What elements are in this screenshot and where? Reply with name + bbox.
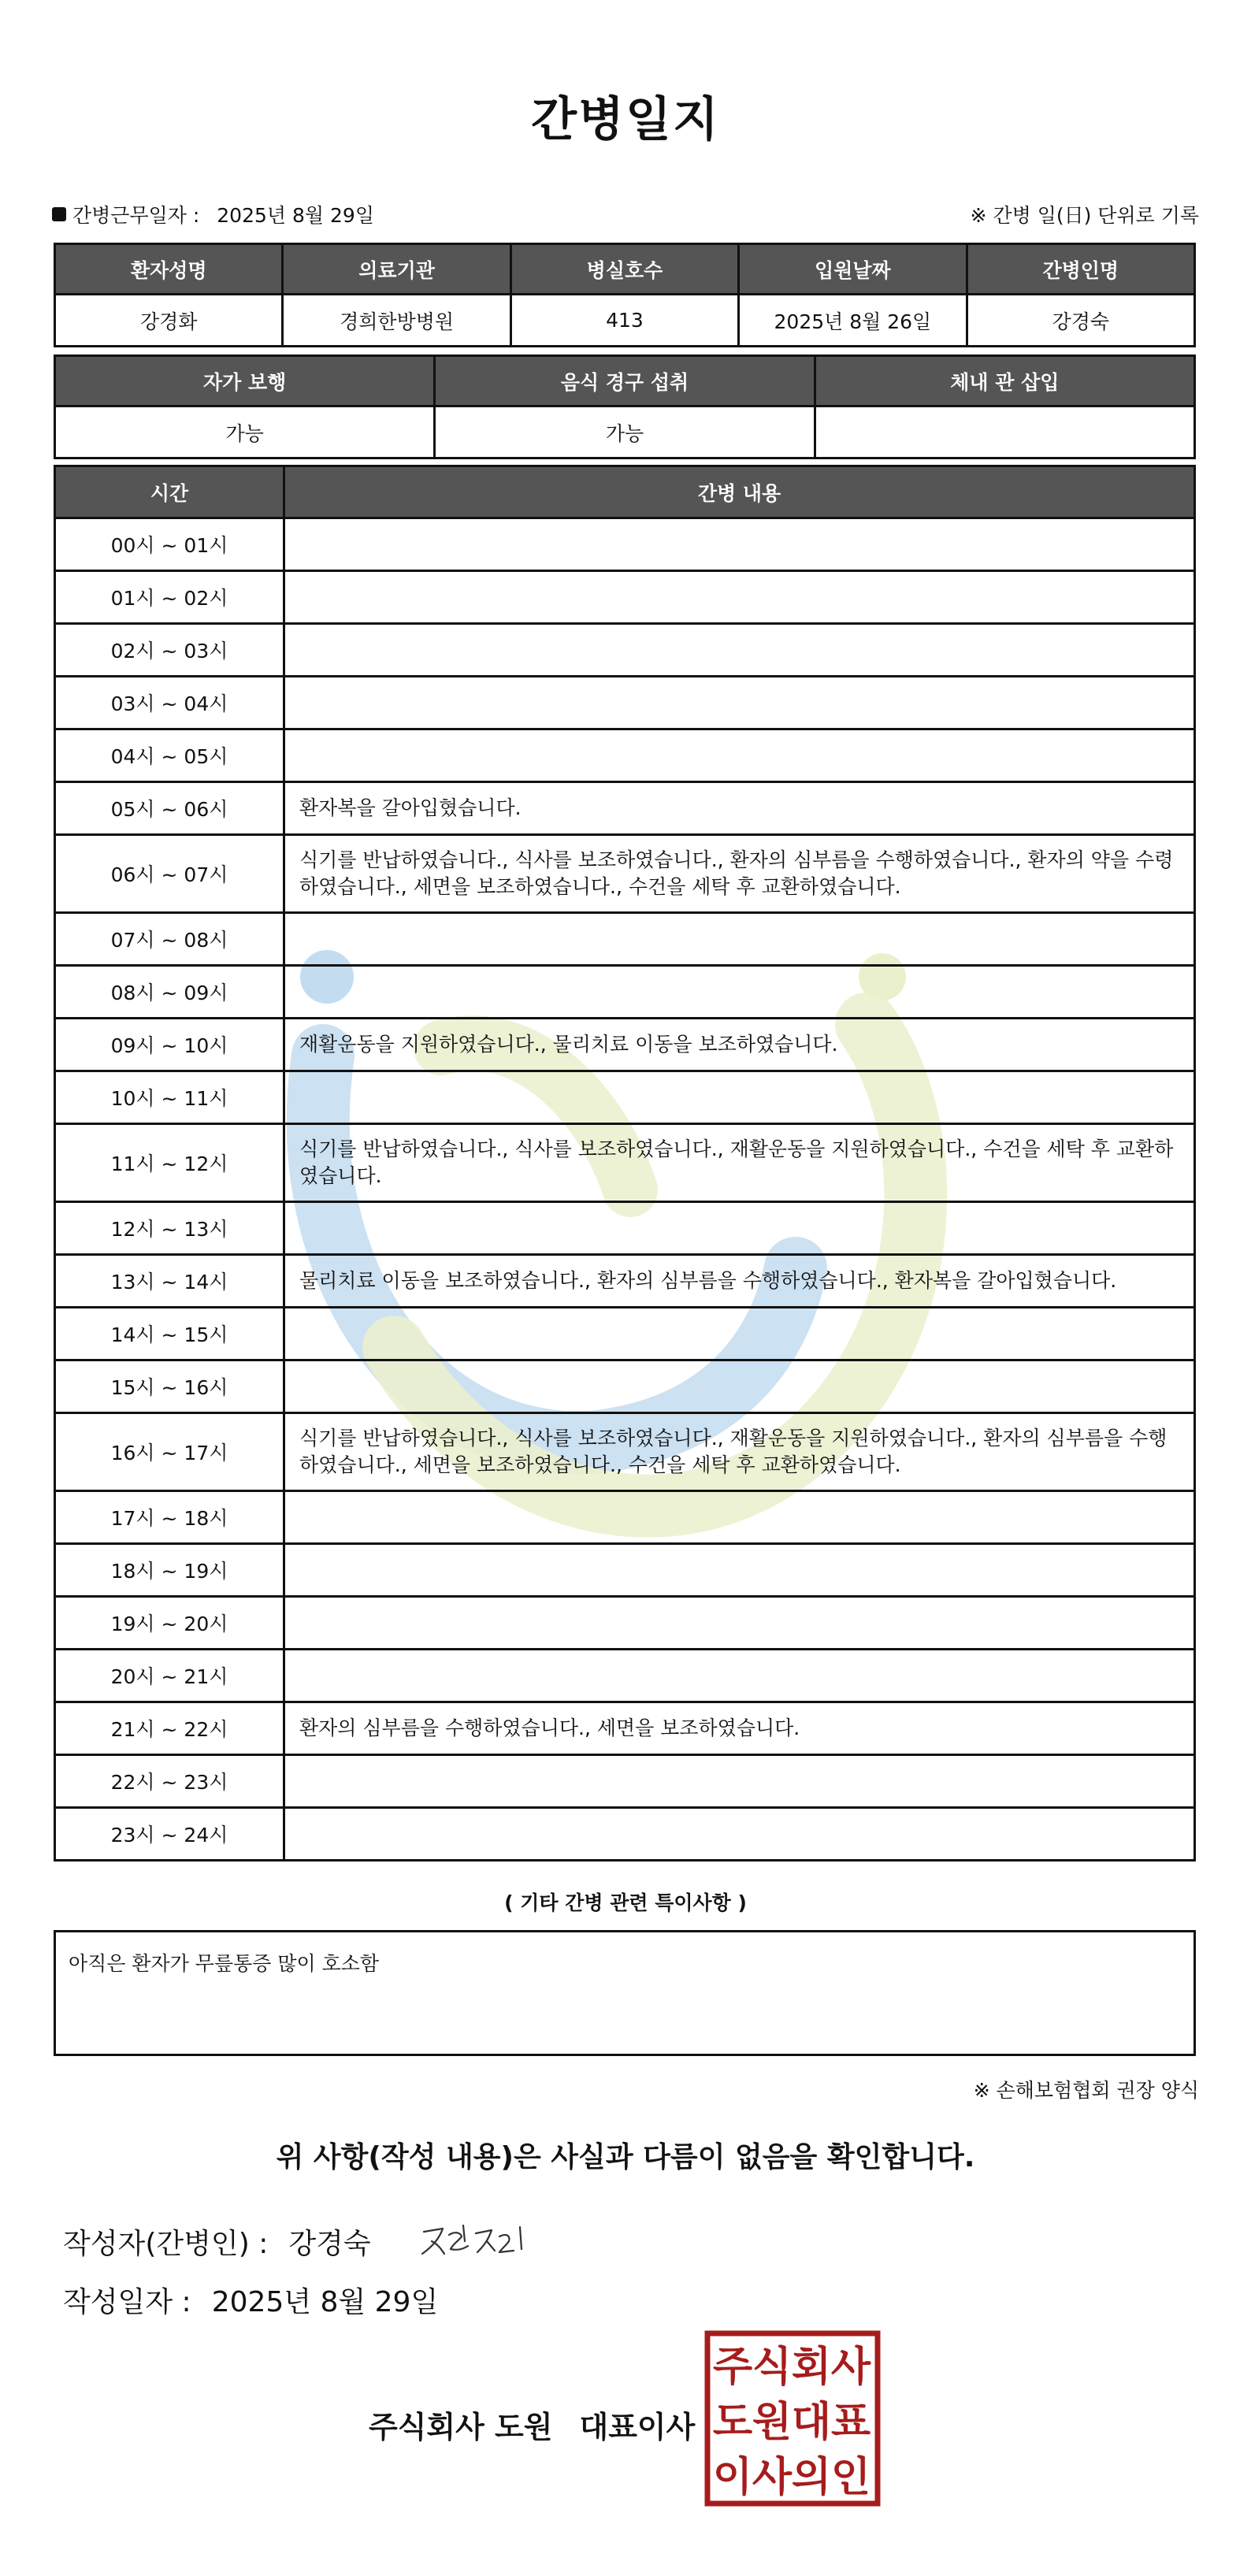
log-row [55, 1491, 1195, 1544]
writer-name: 강경숙 [288, 2228, 371, 2260]
header-tube: 체내 관 삽입 [815, 356, 1194, 406]
square-bullet-icon [52, 207, 66, 221]
page-title: 간병일지 [531, 92, 720, 147]
header-walking: 자가 보행 [55, 356, 435, 406]
log-content: 식기를 반납하였습니다., 식사를 보조하였습니다., 재활운동을 지원하였습니다., 수건을 세탁 후 교환하였습니다. [284, 1124, 1195, 1202]
log-row [55, 518, 1195, 571]
log-time: 22시 ~ 23시 [55, 1755, 284, 1808]
log-row [55, 571, 1195, 624]
company-role: 대표이사 [579, 2410, 696, 2444]
log-time: 09시 ~ 10시 [55, 1019, 284, 1071]
confirmation-statement: 위 사항(작성 내용)은 사실과 다름이 없음을 확인합니다. [276, 2141, 975, 2173]
log-row [55, 1202, 1195, 1255]
log-row [55, 677, 1195, 729]
seal-glyph: 인 [830, 2454, 871, 2501]
write-date-value: 2025년 8월 29일 [211, 2286, 439, 2318]
log-time: 19시 ~ 20시 [55, 1597, 284, 1650]
seal-glyph: 표 [830, 2399, 871, 2446]
handwritten-signature [418, 2218, 536, 2265]
log-time: 10시 ~ 11시 [55, 1071, 284, 1124]
log-content [284, 677, 1195, 729]
log-content [284, 624, 1195, 677]
work-date [52, 200, 374, 228]
log-time: 05시 ~ 06시 [55, 782, 284, 835]
seal-glyph: 회 [791, 2344, 832, 2391]
log-content [284, 1071, 1195, 1124]
log-content [284, 1755, 1195, 1808]
log-row [55, 1808, 1195, 1861]
log-row [55, 624, 1195, 677]
special-notes-title: ( 기타 간병 관련 특이사항 ) [504, 1891, 747, 1914]
log-content [284, 571, 1195, 624]
seal-glyph: 대 [791, 2399, 832, 2446]
patient-info-table [54, 243, 1196, 347]
log-time: 12시 ~ 13시 [55, 1202, 284, 1255]
log-content [284, 1360, 1195, 1413]
special-notes-box [54, 1930, 1196, 2056]
log-row [55, 1702, 1195, 1755]
special-notes-text: 아직은 환자가 무릎통증 많이 호소함 [69, 1952, 380, 1975]
log-content [284, 1597, 1195, 1650]
log-time: 04시 ~ 05시 [55, 729, 284, 782]
work-date-label: 간병근무일자 : [72, 204, 200, 227]
log-time: 03시 ~ 04시 [55, 677, 284, 729]
seal-glyph: 도 [712, 2399, 753, 2446]
caregiver-name: 강경숙 [967, 295, 1194, 347]
writer-line [63, 2222, 371, 2262]
log-content: 물리치료 이동을 보조하였습니다., 환자의 심부름을 수행하였습니다., 환자복을 갈아입혔습니다. [284, 1255, 1195, 1308]
log-content [284, 1308, 1195, 1360]
log-content [284, 729, 1195, 782]
log-time: 00시 ~ 01시 [55, 518, 284, 571]
standard-form-note: ※ 손해보험협회 권장 양식 [973, 2079, 1199, 2102]
work-date-value: 2025년 8월 29일 [217, 204, 374, 227]
log-content: 환자의 심부름을 수행하였습니다., 세면을 보조하였습니다. [284, 1702, 1195, 1755]
log-row [55, 1019, 1195, 1071]
log-content: 식기를 반납하였습니다., 식사를 보조하였습니다., 재활운동을 지원하였습니다., 환자의 심부름을 수행하였습니다., 세면을 보조하였습니다., 수건을 세탁 후 교환하였습니다. [284, 1413, 1195, 1491]
seal-glyph: 식 [752, 2344, 793, 2391]
log-row [55, 782, 1195, 835]
write-date-label: 작성일자 : [63, 2286, 191, 2318]
header-hospital: 의료기관 [283, 244, 510, 295]
room-number: 413 [510, 295, 738, 347]
log-content [284, 518, 1195, 571]
log-row [55, 1755, 1195, 1808]
header-oral-intake: 음식 경구 섭취 [435, 356, 815, 406]
unit-note: ※ 간병 일(日) 단위로 기록 [970, 204, 1199, 227]
log-row [55, 1544, 1195, 1597]
log-time: 16시 ~ 17시 [55, 1413, 284, 1491]
log-time: 17시 ~ 18시 [55, 1491, 284, 1544]
hospital-name: 경희한방병원 [283, 295, 510, 347]
seal-glyph: 주 [712, 2344, 753, 2391]
log-row [55, 1650, 1195, 1702]
header-patient-name: 환자성명 [55, 244, 283, 295]
tube-status [815, 406, 1194, 458]
writer-label: 작성자(간병인) : [63, 2228, 269, 2260]
log-time: 13시 ~ 14시 [55, 1255, 284, 1308]
log-row [55, 1360, 1195, 1413]
log-time: 23시 ~ 24시 [55, 1808, 284, 1861]
log-time: 18시 ~ 19시 [55, 1544, 284, 1597]
seal-glyph: 의 [791, 2454, 832, 2501]
company-seal-stamp [704, 2330, 881, 2507]
log-content [284, 1202, 1195, 1255]
log-content: 재활운동을 지원하였습니다., 물리치료 이동을 보조하였습니다. [284, 1019, 1195, 1071]
seal-glyph: 이 [712, 2454, 753, 2501]
header-care-content: 간병 내용 [284, 466, 1195, 518]
header-time: 시간 [55, 466, 284, 518]
log-time: 08시 ~ 09시 [55, 966, 284, 1019]
log-time: 01시 ~ 02시 [55, 571, 284, 624]
header-admission-date: 입원날짜 [739, 244, 967, 295]
company-name: 주식회사 도원 [369, 2410, 553, 2444]
log-time: 06시 ~ 07시 [55, 835, 284, 913]
log-row [55, 1124, 1195, 1202]
log-row [55, 966, 1195, 1019]
log-row [55, 729, 1195, 782]
log-row [55, 835, 1195, 913]
patient-status-table [54, 354, 1196, 459]
log-content: 환자복을 갈아입혔습니다. [284, 782, 1195, 835]
log-content [284, 1650, 1195, 1702]
log-content [284, 1491, 1195, 1544]
log-content [284, 1544, 1195, 1597]
log-content [284, 1808, 1195, 1861]
walking-status: 가능 [55, 406, 435, 458]
seal-glyph: 사 [752, 2454, 793, 2501]
log-time: 11시 ~ 12시 [55, 1124, 284, 1202]
log-time: 20시 ~ 21시 [55, 1650, 284, 1702]
log-time: 15시 ~ 16시 [55, 1360, 284, 1413]
patient-name: 강경화 [55, 295, 283, 347]
log-row [55, 1308, 1195, 1360]
care-log-table [54, 465, 1196, 1861]
company-line [369, 2403, 695, 2446]
log-time: 14시 ~ 15시 [55, 1308, 284, 1360]
header-caregiver: 간병인명 [967, 244, 1194, 295]
seal-glyph: 원 [752, 2399, 793, 2446]
admission-date: 2025년 8월 26일 [739, 295, 967, 347]
log-row [55, 1597, 1195, 1650]
seal-glyph: 사 [830, 2344, 871, 2391]
log-time: 21시 ~ 22시 [55, 1702, 284, 1755]
log-content [284, 966, 1195, 1019]
log-time: 07시 ~ 08시 [55, 913, 284, 966]
oral-intake-status: 가능 [435, 406, 815, 458]
log-row [55, 913, 1195, 966]
log-row [55, 1255, 1195, 1308]
log-content: 식기를 반납하였습니다., 식사를 보조하였습니다., 환자의 심부름을 수행하였습니다., 환자의 약을 수령하였습니다., 세면을 보조하였습니다., 수건을 세탁 후 교환하였습니다. [284, 835, 1195, 913]
log-content [284, 913, 1195, 966]
header-room: 병실호수 [510, 244, 738, 295]
log-row [55, 1071, 1195, 1124]
log-time: 02시 ~ 03시 [55, 624, 284, 677]
write-date-line [63, 2280, 438, 2320]
log-row [55, 1413, 1195, 1491]
